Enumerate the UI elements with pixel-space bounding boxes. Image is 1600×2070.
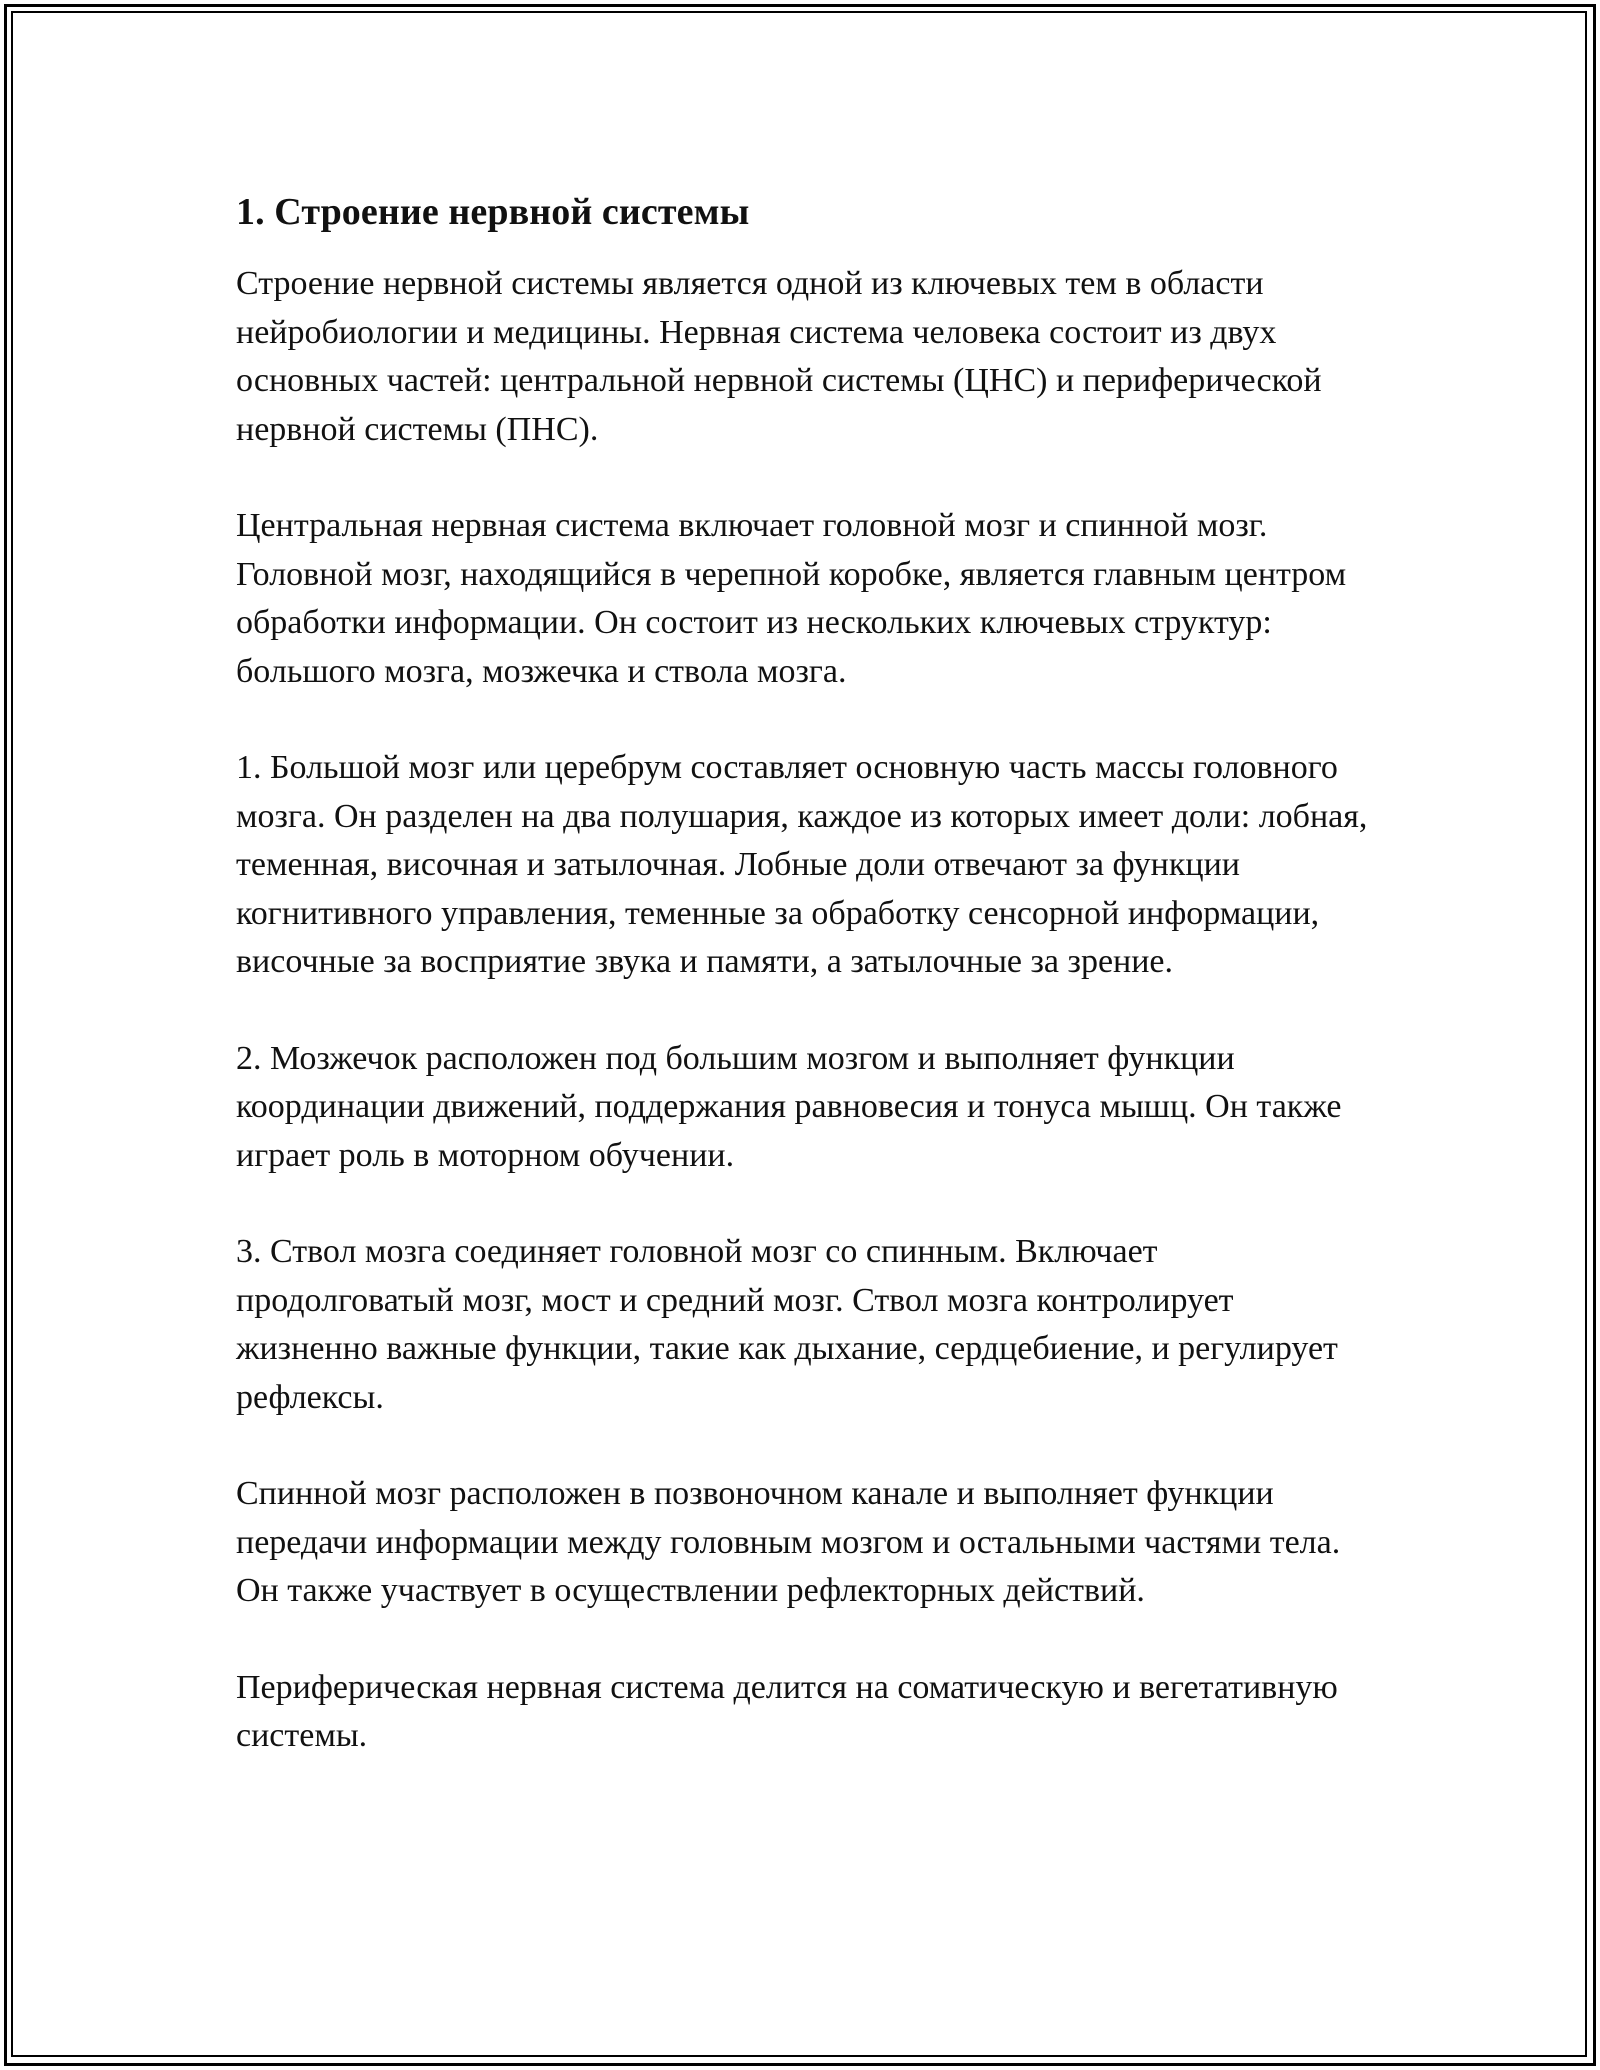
paragraph-pns: Периферическая нервная система делится на соматическую и вегетативную системы. xyxy=(236,1668,1338,1754)
paragraph-brainstem: 3. Ствол мозга соединяет головной мозг со спинным. Включает продолговатый мозг, мост и средний мозг. Ствол мозга контролирует жизненно важные функции, такие как дыхание, сердцебиение, и регулирует рефлексы. xyxy=(236,1233,1338,1416)
paragraph-intro: Строение нервной системы является одной из ключевых тем в области нейробиологии и медицины. Нервная система человека состоит из двух основных частей: центральной нервной системы (ЦНС) и периферической нервной системы (ПНС). xyxy=(236,265,1322,448)
document-body xyxy=(236,186,1376,1809)
paragraph-cerebrum: 1. Большой мозг или церебрум составляет основную часть массы головного мозга. Он разделен на два полушария, каждое из которых имеет доли: лобная, теменная, височная и затылочная. Лобные доли отвечают за функции когнитивного управления, теменные за обработку сенсорной информации, височные за восприятие звука и памяти, а затылочные за зрение. xyxy=(236,749,1368,980)
paragraph-cns: Центральная нервная система включает головной мозг и спинной мозг. Головной мозг, находящийся в черепной коробке, является главным центром обработки информации. Он состоит из нескольких ключевых структур: большого мозга, мозжечка и ствола мозга. xyxy=(236,507,1347,690)
paragraph-spinal-cord: Спинной мозг расположен в позвоночном канале и выполняет функции передачи информации между головным мозгом и остальными частями тела. Он также участвует в осуществлении рефлекторных действий. xyxy=(236,1475,1341,1609)
section-heading: 1. Строение нервной системы xyxy=(236,191,750,233)
paragraph-cerebellum: 2. Мозжечок расположен под большим мозгом и выполняет функции координации движений, поддержания равновесия и тонуса мышц. Он также играет роль в моторном обучении. xyxy=(236,1039,1342,1174)
